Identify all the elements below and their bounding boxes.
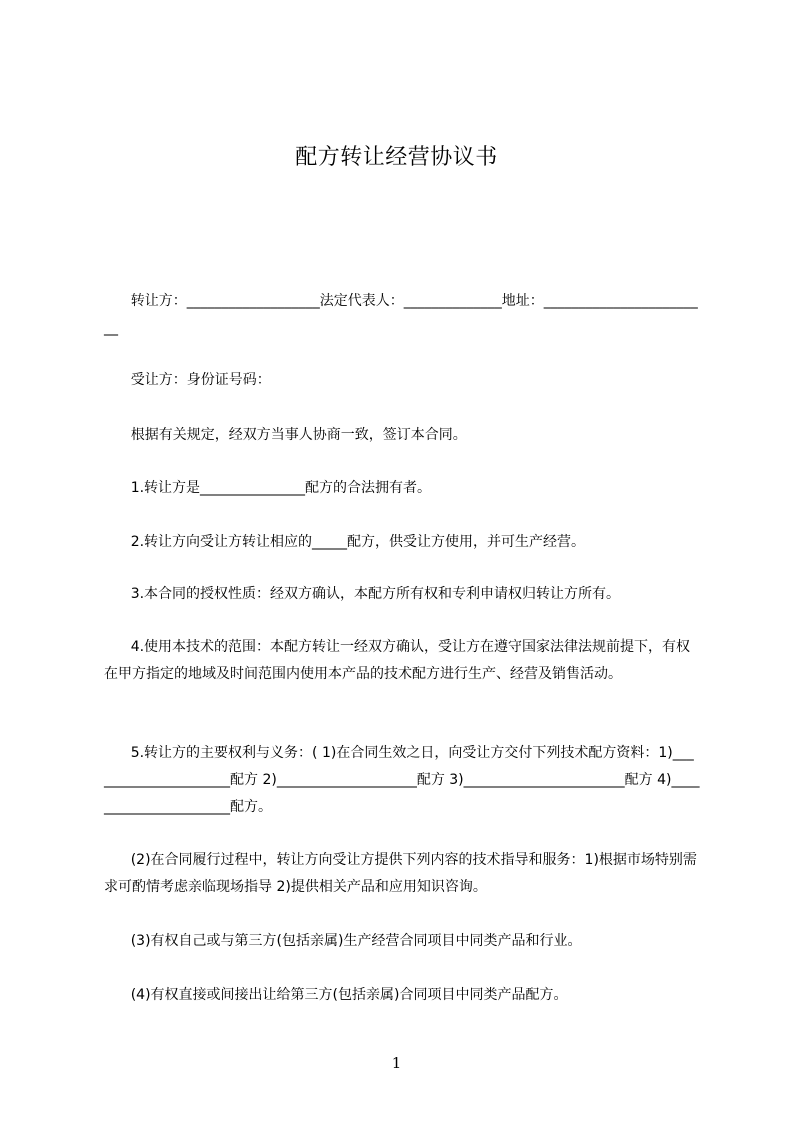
paragraph-transferee: 受让方：身份证号码：	[104, 372, 271, 388]
document-title: 配方转让经营协议书	[295, 145, 498, 170]
paragraph-clause-5-4: (4)有权直接或间接出让给第三方(包括亲属)合同项目中同类产品配方。	[104, 987, 568, 1003]
paragraph-intro: 根据有关规定，经双方当事人协商一致，签订本合同。	[104, 427, 467, 443]
paragraph-clause-1: 1.转让方是_______________配方的合法拥有者。	[104, 480, 432, 496]
paragraph-parties-transferor: 转让方：___________________法定代表人：______________地址：________________________	[104, 293, 698, 336]
paragraph-clause-4: 4.使用本技术的范围：本配方转让一经双方确认，受让方在遵守国家法律法规前提下，有权在甲方指定的地域及时间范围内使用本产品的技术配方进行生产、经营及销售活动。	[104, 639, 691, 682]
page-number: 1	[391, 1054, 402, 1072]
paragraph-clause-5-3: (3)有权自己或与第三方(包括亲属)生产经营合同项目中同类产品和行业。	[104, 933, 582, 949]
paragraph-clause-5-2: (2)在合同履行过程中，转让方向受让方提供下列内容的技术指导和服务：1)根据市场特别需求可酌情考虑亲临现场指导 2)提供相关产品和应用知识咨询。	[104, 852, 697, 895]
paragraph-clause-5: 5.转让方的主要权利与义务：( 1)在合同生效之日，向受让方交付下列技术配方资料：1)_____________________配方 2)____________________配方 3)_______________________配方 4)______________________配方。	[104, 745, 700, 815]
paragraph-clause-3: 3.本合同的授权性质：经双方确认，本配方所有权和专利申请权归转让方所有。	[104, 586, 621, 602]
paragraph-clause-2: 2.转让方向受让方转让相应的_____配方，供受让方使用，并可生产经营。	[104, 534, 586, 550]
